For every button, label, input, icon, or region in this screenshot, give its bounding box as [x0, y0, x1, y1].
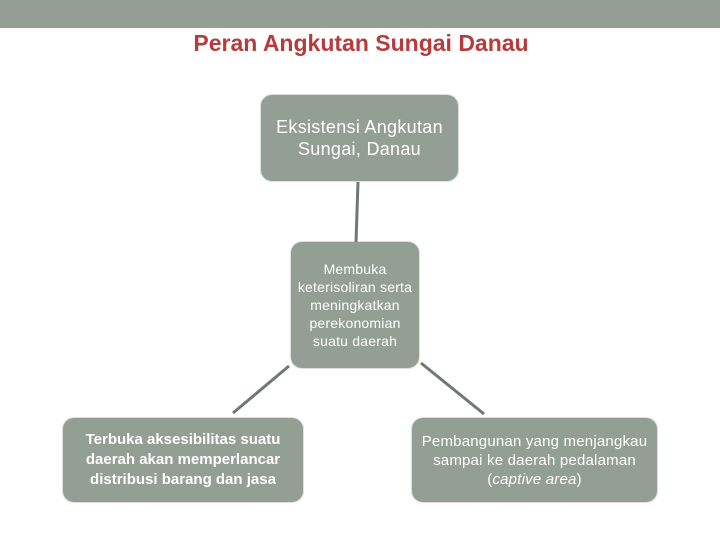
node-development-label — [418, 432, 651, 489]
connector-middle-to-right — [421, 363, 484, 414]
node-existence-label: Eksistensi Angkutan Sungai, Danau — [276, 117, 443, 159]
diagram-title: Peran Angkutan Sungai Danau — [193, 30, 529, 56]
connector-top-to-middle — [356, 182, 358, 242]
node-development-captive-area: captive area — [492, 470, 577, 488]
node-existence — [261, 95, 458, 181]
connector-middle-to-left — [233, 366, 289, 413]
node-opening-isolation-label: Membuka keterisoliran serta meningkatkan perekonomian suatu daerah — [297, 261, 413, 349]
node-accessibility — [63, 418, 303, 502]
node-development — [412, 418, 657, 502]
node-development-close: ) — [576, 470, 582, 488]
node-opening-isolation — [291, 242, 419, 368]
node-accessibility-label: Terbuka aksesibilitas suatu daerah akan memperlancar distribusi barang dan jasa — [85, 431, 281, 488]
node-development-text: Pembangunan yang menjangkau sampai ke daerah pedalaman ( — [421, 432, 648, 488]
